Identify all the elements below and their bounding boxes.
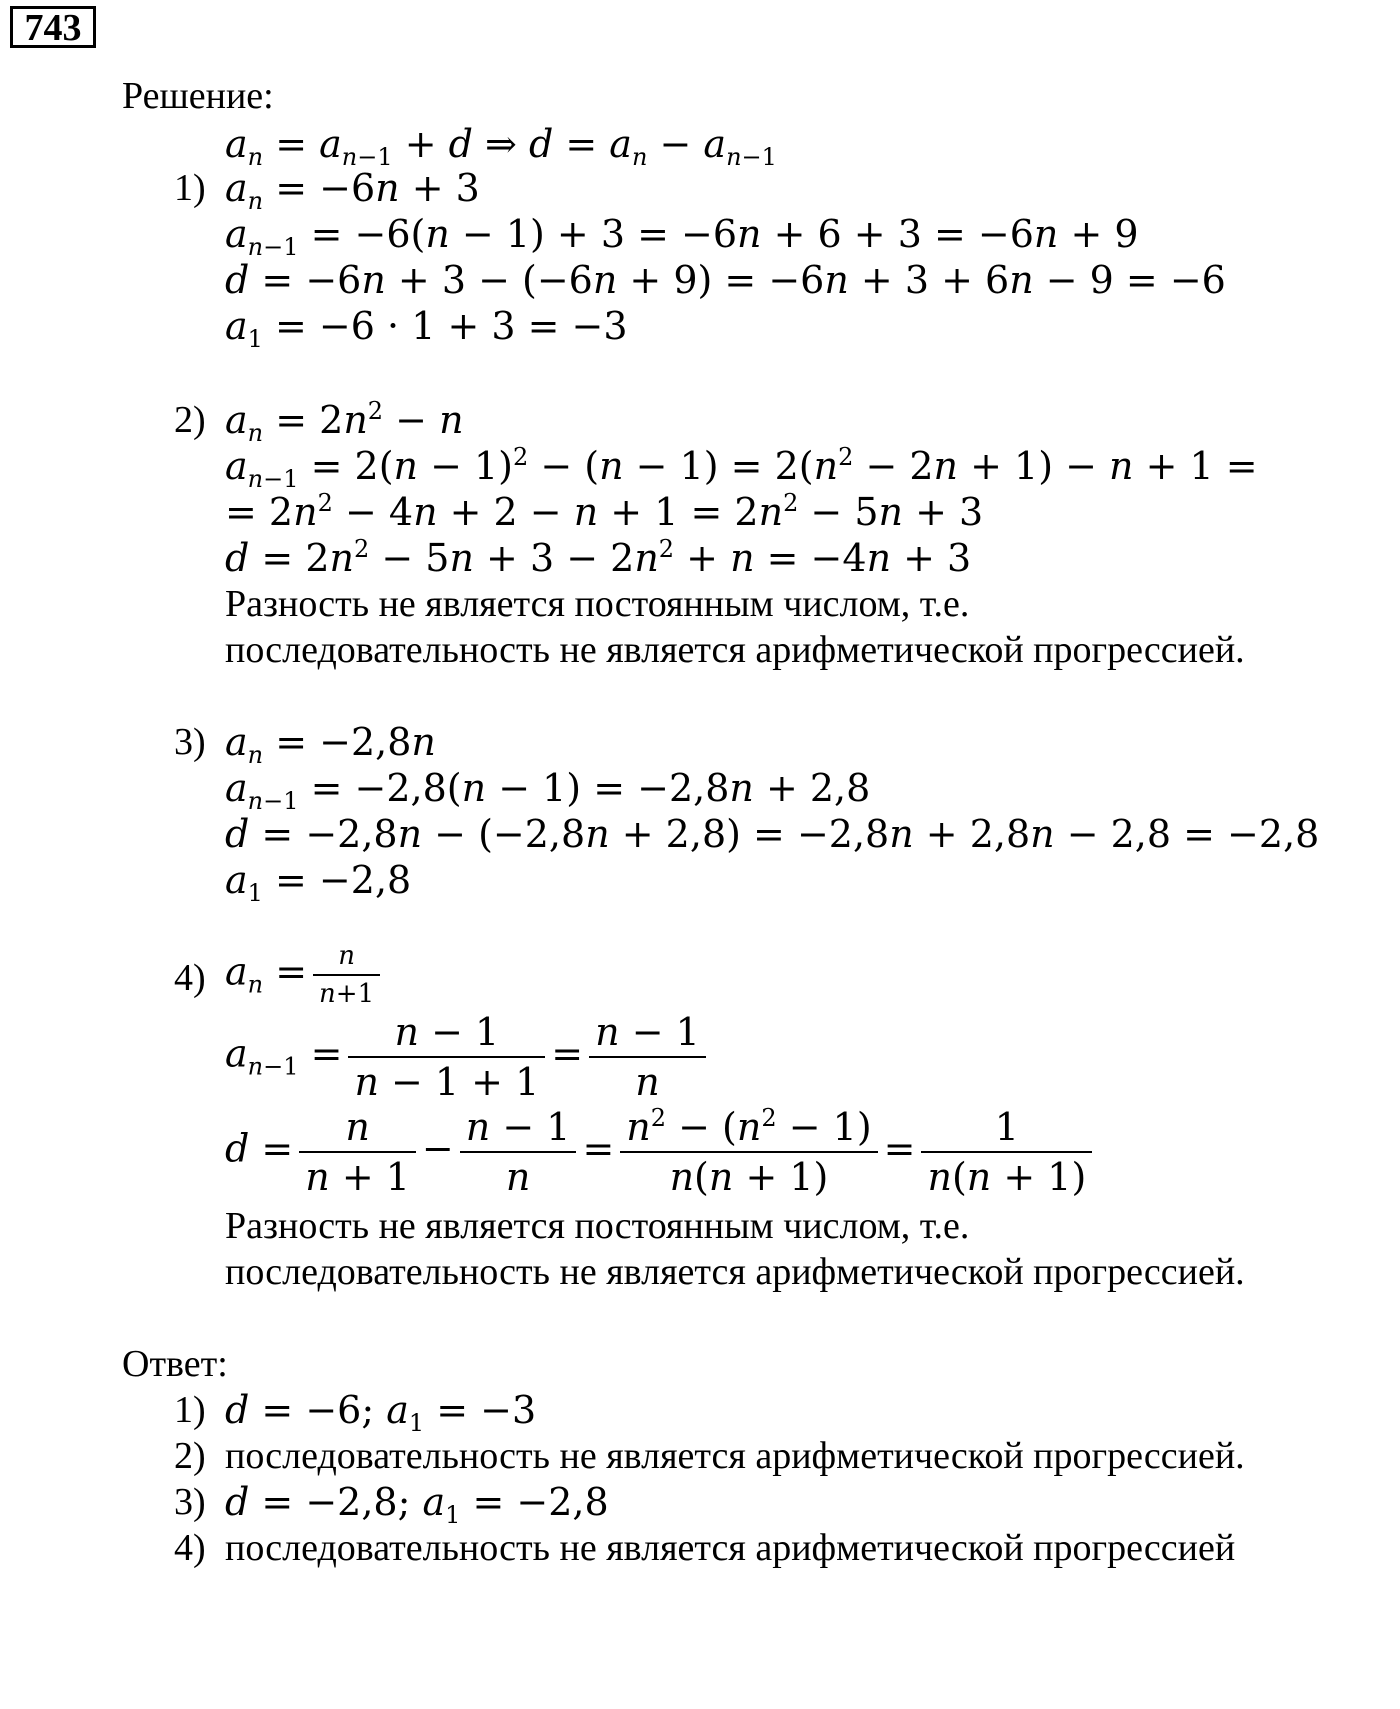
p2-line2: $a_{n-1} = 2(n - 1)^2 - (n - 1) = 2(n^2 - 2n + 1) - n + 1$ = xyxy=(225,443,1258,493)
p4-note-line1: Разность не является постоянным числом, т.е. xyxy=(225,1205,970,1247)
item-1-label: 1) xyxy=(174,167,206,209)
answer-4-label: 4) xyxy=(174,1527,206,1569)
p4-note-line2: последовательность не является арифметической прогрессией. xyxy=(225,1251,1245,1293)
p1-line3: d = −6n + 3 − (−6n + 9) = −6n + 3 + 6n − 9 = −6 xyxy=(225,258,1226,302)
answer-2: последовательность не является арифметической прогрессией. xyxy=(225,1435,1245,1477)
p3-line2: $a_{n-1} = -2,8(n - 1) = -2,8n + 2,8$ xyxy=(225,766,871,815)
answer-3-label: 3) xyxy=(174,1481,206,1523)
answer-label: Ответ: xyxy=(122,1343,228,1385)
item-2-label: 2) xyxy=(174,399,206,441)
p4-line2: $a_{n-1}$ = $\frac{n - 1}{n - 1 + 1}$ = $\frac{n - 1}{n}$ xyxy=(225,1010,712,1104)
solution-label: Решение: xyxy=(122,75,274,117)
item-3-label: 3) xyxy=(174,721,206,763)
item-4-label: 4) xyxy=(174,957,206,999)
p1-line2: $a_{n-1} = -6(n - 1) + 3 = -6n + 6 + 3 = -6n + 9$ xyxy=(225,212,1139,261)
p3-line1: $a_n = -2,8n$ xyxy=(225,720,436,769)
p4-line1: $a_n$ = $\frac{n}{n+1}$ xyxy=(225,940,386,1010)
answer-4: последовательность не является арифметической прогрессией xyxy=(225,1527,1236,1569)
p2-note-line1: Разность не является постоянным числом, т.е. xyxy=(225,583,970,625)
p1-line1: $a_n = -6n + 3$ xyxy=(225,166,480,215)
p3-line4: $a_1 = -2,8$ xyxy=(225,858,412,907)
p2-line1: $a_n = 2n^2 - n$ xyxy=(225,397,464,447)
p1-line4: $a_1 = -6 \cdot 1 + 3 = -3$ xyxy=(225,304,628,353)
answer-1: d = −6; $a_1 = -3$ xyxy=(225,1388,537,1437)
problem-number: 743 xyxy=(10,6,96,48)
answer-1-label: 1) xyxy=(174,1389,206,1431)
p3-line3: d = −2,8n − (−2,8n + 2,8) = −2,8n + 2,8n − 2,8 = −2,8 xyxy=(225,812,1320,856)
p2-note-line2: последовательность не является арифметической прогрессией. xyxy=(225,629,1245,671)
p2-line4: $d = 2n^2 - 5n + 3 - 2n^2 + n = -4n + 3$ xyxy=(225,535,972,580)
general-formula: $a_n = a_{n-1} + d$ ⇒ $d = a_n - a_{n-1}$ xyxy=(225,122,777,171)
answer-3: d = −2,8; $a_1 = -2,8$ xyxy=(225,1480,609,1529)
answer-2-label: 2) xyxy=(174,1435,206,1477)
p2-line3: = $2n^2 - 4n + 2 - n + 1 = 2n^2 - 5n + 3$ xyxy=(225,489,984,534)
p4-line3: d = $\frac{n}{n + 1}$ − $\frac{n - 1}{n}$ = $\frac{n^2 - (n^2 - 1)}{n(n + 1)}$ = $\frac{1}{n(n + 1)}$ xyxy=(225,1105,1098,1199)
